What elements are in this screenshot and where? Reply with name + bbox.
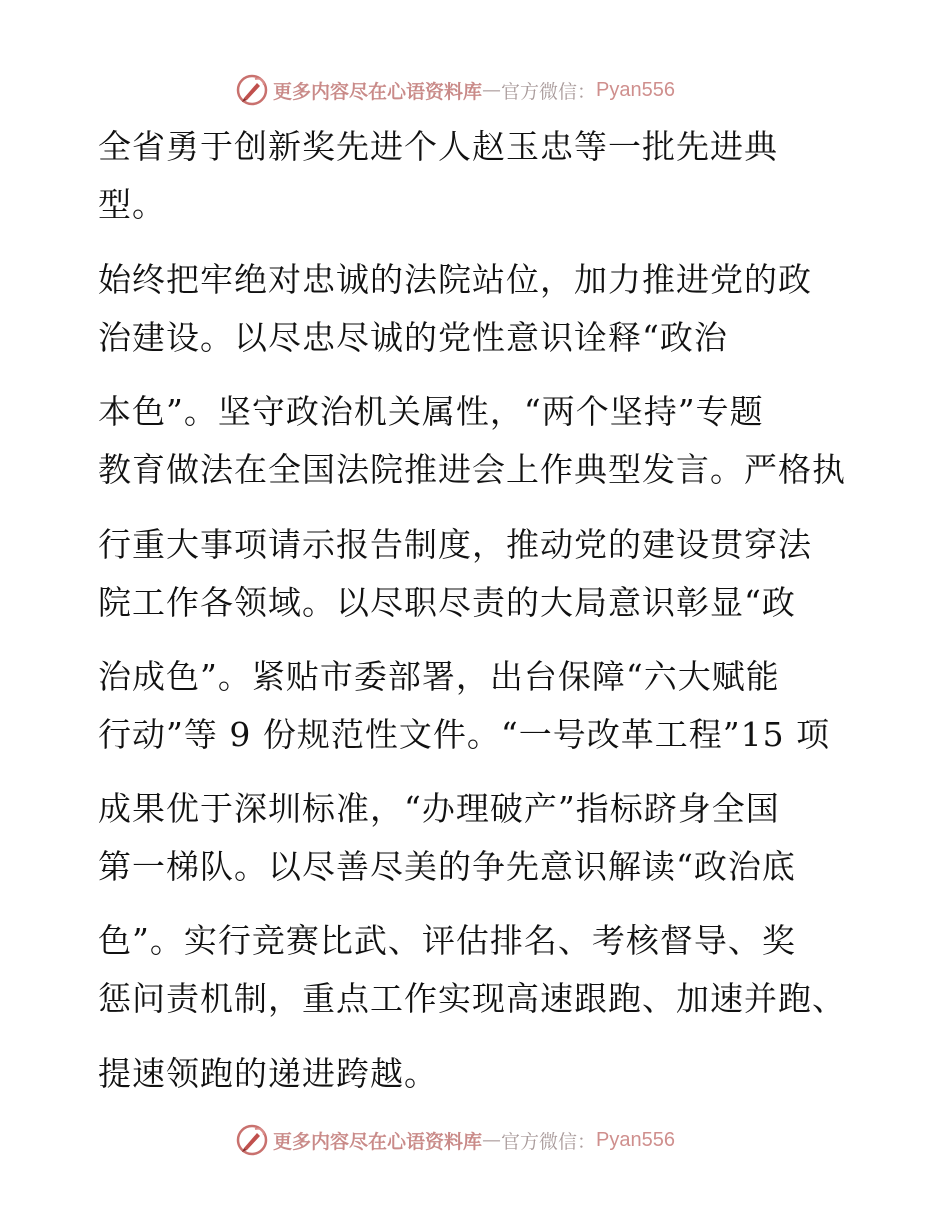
text-line: 色”。实行竞赛比武、评估排名、考核督导、奖 — [98, 921, 796, 960]
header-watermark — [235, 72, 675, 108]
watermark-wechat-id: Pyan556 — [596, 1128, 675, 1151]
watermark-dash: — — [482, 1129, 502, 1151]
text-line: 型。 — [98, 185, 166, 224]
text-line: 始终把牢绝对忠诚的法院站位，加力推进党的政 — [98, 260, 812, 299]
watermark-dash: — — [482, 79, 502, 101]
text-line: 第一梯队。以尽善尽美的争先意识解读“政治底 — [98, 847, 796, 886]
pen-logo-icon — [235, 1123, 269, 1157]
text-line: 治成色”。紧贴市委部署，出台保障“六大赋能 — [98, 657, 780, 696]
footer-watermark — [235, 1122, 675, 1158]
text-line: 行动”等 9 份规范性文件。“一号改革工程”15 项 — [98, 715, 831, 754]
pen-logo-icon — [235, 73, 269, 107]
text-line: 治建设。以尽忠尽诚的党性意识诠释“政治 — [98, 318, 728, 357]
watermark-site-text: 更多内容尽在心语资料库 — [273, 80, 483, 103]
text-line: 惩问责机制，重点工作实现高速跟跑、加速并跑、 — [98, 979, 846, 1018]
watermark-wechat-id: Pyan556 — [596, 78, 675, 101]
text-line: 教育做法在全国法院推进会上作典型发言。严格执 — [98, 450, 846, 489]
text-line: 成果优于深圳标准，“办理破产”指标跻身全国 — [98, 789, 780, 828]
watermark-wechat-label: 官方微信： — [501, 1130, 597, 1153]
watermark-wechat-label: 官方微信： — [501, 80, 597, 103]
text-line: 院工作各领域。以尽职尽责的大局意识彰显“政 — [98, 583, 796, 622]
watermark-site-text: 更多内容尽在心语资料库 — [273, 1130, 483, 1153]
text-line: 全省勇于创新奖先进个人赵玉忠等一批先进典 — [98, 127, 778, 166]
text-line: 本色”。坚守政治机关属性，“两个坚持”专题 — [98, 392, 764, 431]
text-line: 提速领跑的递进跨越。 — [98, 1054, 438, 1093]
text-line: 行重大事项请示报告制度，推动党的建设贯穿法 — [98, 525, 812, 564]
